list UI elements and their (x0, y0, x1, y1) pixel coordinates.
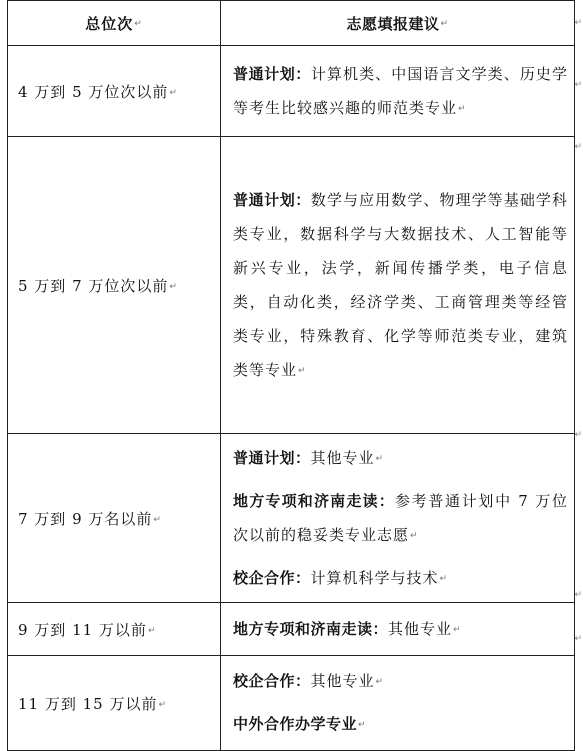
rank-cell: 9 万到 11 万以前↵ (8, 603, 221, 656)
plan-label: 中外合作办学专业 (233, 715, 358, 733)
table-header-row (8, 1, 575, 46)
row-end-mark: ↵ (574, 18, 582, 28)
advice-cell (221, 656, 575, 751)
rank-cell: 4 万到 5 万位次以前↵ (8, 46, 221, 137)
table-row (8, 137, 575, 434)
plan-label: 普通计划： (233, 64, 311, 83)
row-end-mark: ↵ (574, 80, 582, 90)
admission-advice-table (7, 0, 575, 751)
plan-text: 其他专业 (310, 672, 375, 690)
advice-item: 地方专项和济南走读：其他专业↵ (233, 619, 462, 638)
row-end-mark: ↵ (574, 142, 582, 152)
advice-item: 普通计划：数学与应用数学、物理学等基础学科类专业，数据科学与大数据技术、人工智能等新兴专业，法学，新闻传播学类，电子信息类，自动化类，经济学类、工商管理类等经管类专业，特殊教育、化学等师范类专业，建筑类等专业↵ (233, 190, 568, 379)
row-end-mark: ↵ (574, 590, 582, 600)
advice-cell (221, 603, 575, 656)
table-row (8, 434, 575, 603)
plan-text: 计算机科学与技术 (310, 568, 439, 587)
table-row (8, 603, 575, 656)
table-row (8, 656, 575, 751)
advice-cell (221, 137, 575, 434)
rank-cell: 11 万到 15 万以前↵ (8, 656, 221, 751)
row-end-mark: ↵ (574, 430, 582, 440)
plan-text: 计算机类、中国语言文学类、历史学等考生比较感兴趣的师范类专业 (233, 64, 568, 117)
advice-cell (221, 46, 575, 137)
plan-label: 普通计划： (233, 448, 311, 467)
plan-label: 地方专项和济南走读： (233, 619, 389, 638)
advice-item: 普通计划：其他专业↵ (233, 448, 385, 467)
table-row (8, 46, 575, 137)
header-advice: 志愿填报建议↵ (221, 1, 575, 46)
plan-label: 校企合作： (233, 568, 311, 587)
advice-item: 校企合作：计算机科学与技术↵ (233, 568, 449, 587)
advice-item: 校企合作：其他专业↵ (233, 672, 385, 690)
advice-item: 普通计划：计算机类、中国语言文学类、历史学等考生比较感兴趣的师范类专业↵ (233, 64, 568, 117)
plan-text: 其他专业 (388, 619, 453, 638)
plan-text: 参考普通计划中 7 万位次以前的稳妥类专业志愿 (233, 491, 568, 544)
plan-label: 校企合作： (233, 672, 311, 690)
plan-text: 其他专业 (310, 448, 375, 467)
plan-label: 地方专项和济南走读： (233, 491, 395, 510)
plan-text: 数学与应用数学、物理学等基础学科类专业，数据科学与大数据技术、人工智能等新兴专业，法学，新闻传播学类，电子信息类，自动化类，经济学类、工商管理类等经管类专业，特殊教育、化学等师范类专业，建筑类等专业 (233, 190, 568, 379)
advice-cell (221, 434, 575, 603)
advice-item: 地方专项和济南走读：参考普通计划中 7 万位次以前的稳妥类专业志愿↵ (233, 491, 568, 544)
rank-cell: 7 万到 9 万名以前↵ (8, 434, 221, 603)
advice-item: 中外合作办学专业↵ (233, 715, 367, 733)
row-end-mark: ↵ (574, 634, 582, 644)
rank-cell: 5 万到 7 万位次以前↵ (8, 137, 221, 434)
plan-label: 普通计划： (233, 190, 311, 209)
header-rank: 总位次↵ (8, 1, 221, 46)
